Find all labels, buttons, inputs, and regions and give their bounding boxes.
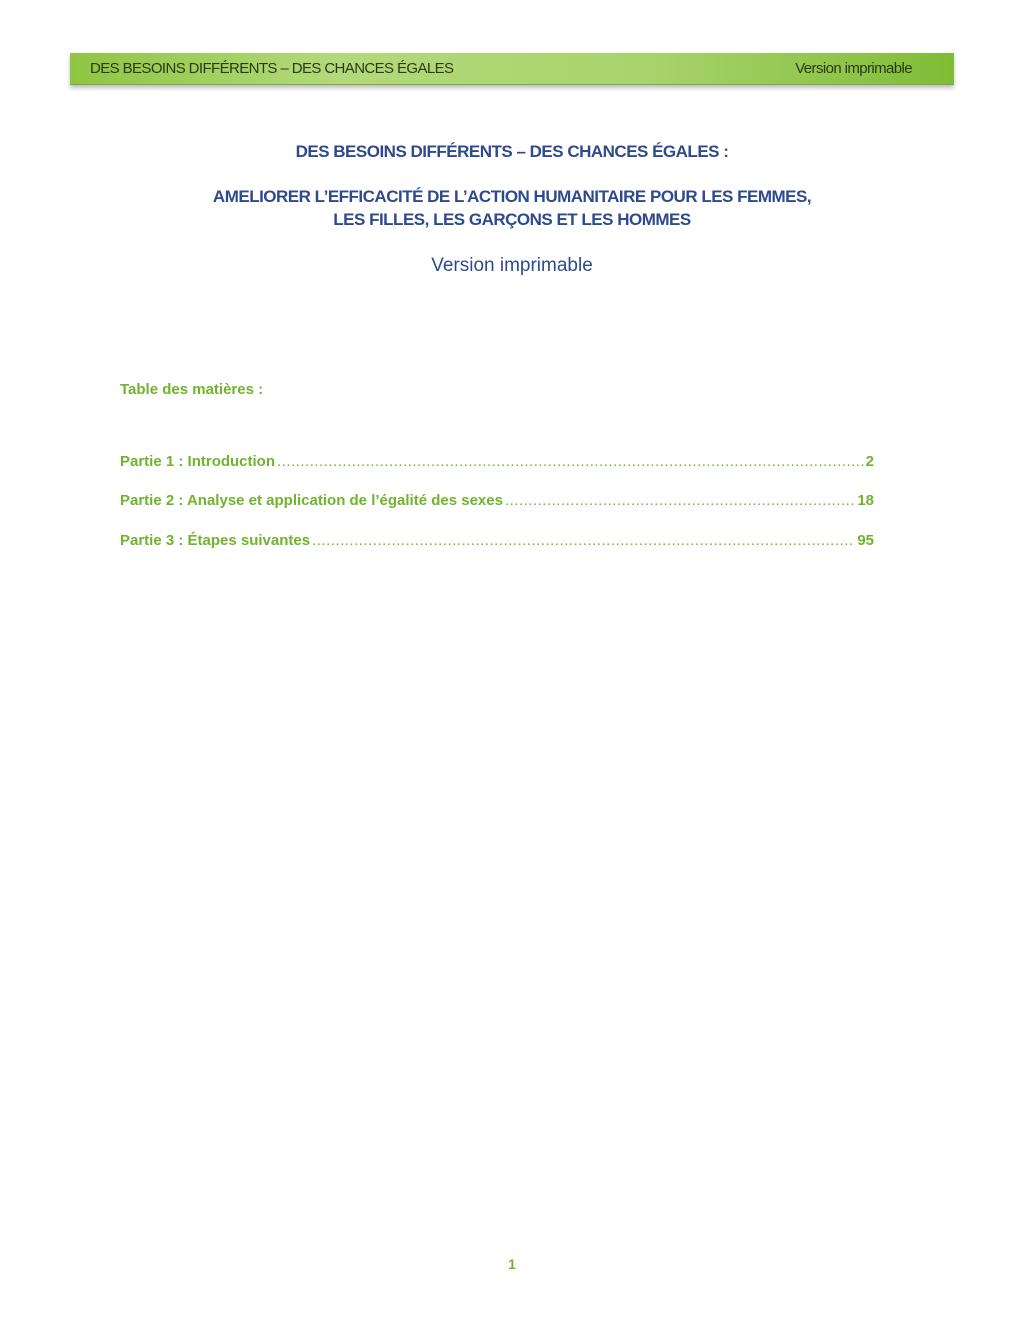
toc-leader-dots	[505, 492, 855, 509]
document-title: DES BESOINS DIFFÉRENTS – DES CHANCES ÉGALES :	[295, 142, 729, 161]
document-subtitle-line-1: AMELIORER L’EFFICACITÉ DE L’ACTION HUMANITAIRE POUR LES FEMMES,	[212, 187, 812, 206]
toc-leader-dots	[277, 453, 864, 470]
document-subtitle-line-2: LES FILLES, LES GARÇONS ET LES HOMMES	[333, 210, 691, 229]
toc-leader-dots	[312, 532, 855, 549]
toc-entry-partie-2[interactable]	[120, 492, 874, 509]
toc-entry-label: Partie 3 : Étapes suivantes	[120, 532, 311, 549]
page-header-band	[70, 53, 954, 85]
document-subtitle	[0, 185, 1024, 231]
toc-entry-page: 18	[857, 492, 874, 509]
toc-entry-page: 95	[857, 532, 874, 549]
toc-entry-page: 2	[865, 453, 874, 470]
toc-heading: Table des matières :	[120, 381, 264, 398]
header-document-title: DES BESOINS DIFFÉRENTS – DES CHANCES ÉGALES	[90, 60, 454, 77]
version-label: Version imprimable	[431, 255, 593, 276]
toc-entry-partie-3[interactable]	[120, 532, 874, 549]
header-version-label: Version imprimable	[795, 60, 912, 77]
toc-entry-label: Partie 1 : Introduction	[120, 453, 276, 470]
toc-entry-label: Partie 2 : Analyse et application de l’égalité des sexes	[120, 492, 503, 509]
toc-entry-partie-1[interactable]	[120, 453, 874, 470]
page-number: 1	[508, 1256, 516, 1272]
